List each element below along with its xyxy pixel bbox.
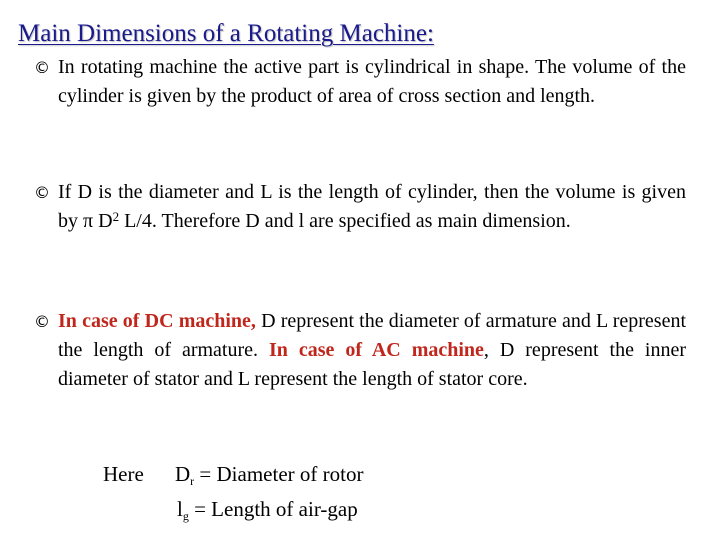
- rotor-diameter-definition: [175, 462, 363, 487]
- slide-title: Main Dimensions of a Rotating Machine:: [18, 20, 434, 47]
- bullet-dc-ac-machine: [34, 307, 686, 394]
- diameter-symbol: D: [93, 210, 113, 232]
- dc-machine-highlight: In case of DC machine,: [58, 310, 256, 332]
- bullet-icon: ©: [34, 183, 50, 202]
- formula-lead-text: If D is the diameter and L is the length of cylinder, then the volume is given by: [58, 181, 686, 232]
- exponent: 2: [112, 209, 120, 224]
- air-gap-text: = Length of air-gap: [188, 497, 358, 521]
- ac-machine-highlight: In case of AC machine: [268, 339, 484, 361]
- air-gap-definition: [177, 497, 358, 522]
- ac-machine-text: , D represent the inner diameter of stator and L represent the length of stator core.: [58, 339, 687, 390]
- bullet-icon: ©: [34, 58, 50, 77]
- rotor-diameter-text: = Diameter of rotor: [194, 462, 364, 486]
- bullet-volume-formula: [34, 178, 686, 236]
- bullet-text: In rotating machine the active part is cylindrical in shape. The volume of the cylinder is given by the product of area of cross section and length.: [58, 56, 686, 107]
- rotor-subscript: r: [190, 474, 195, 488]
- bullet-text: [58, 178, 686, 236]
- pi-symbol: π: [83, 210, 94, 232]
- bullet-text: [58, 307, 686, 394]
- air-gap-subscript: g: [182, 509, 189, 523]
- here-label: Here: [103, 462, 144, 486]
- air-gap-symbol: l: [177, 497, 183, 521]
- rotor-diameter-symbol: D: [175, 462, 191, 486]
- bullet-cylinder-volume: [34, 53, 686, 111]
- dc-machine-text: D represent the diameter of armature and L represent the length of armature.: [58, 310, 686, 361]
- bullet-icon: ©: [34, 312, 50, 331]
- formula-tail-text: L/4. Therefore D and l are specified as main dimension.: [119, 210, 571, 232]
